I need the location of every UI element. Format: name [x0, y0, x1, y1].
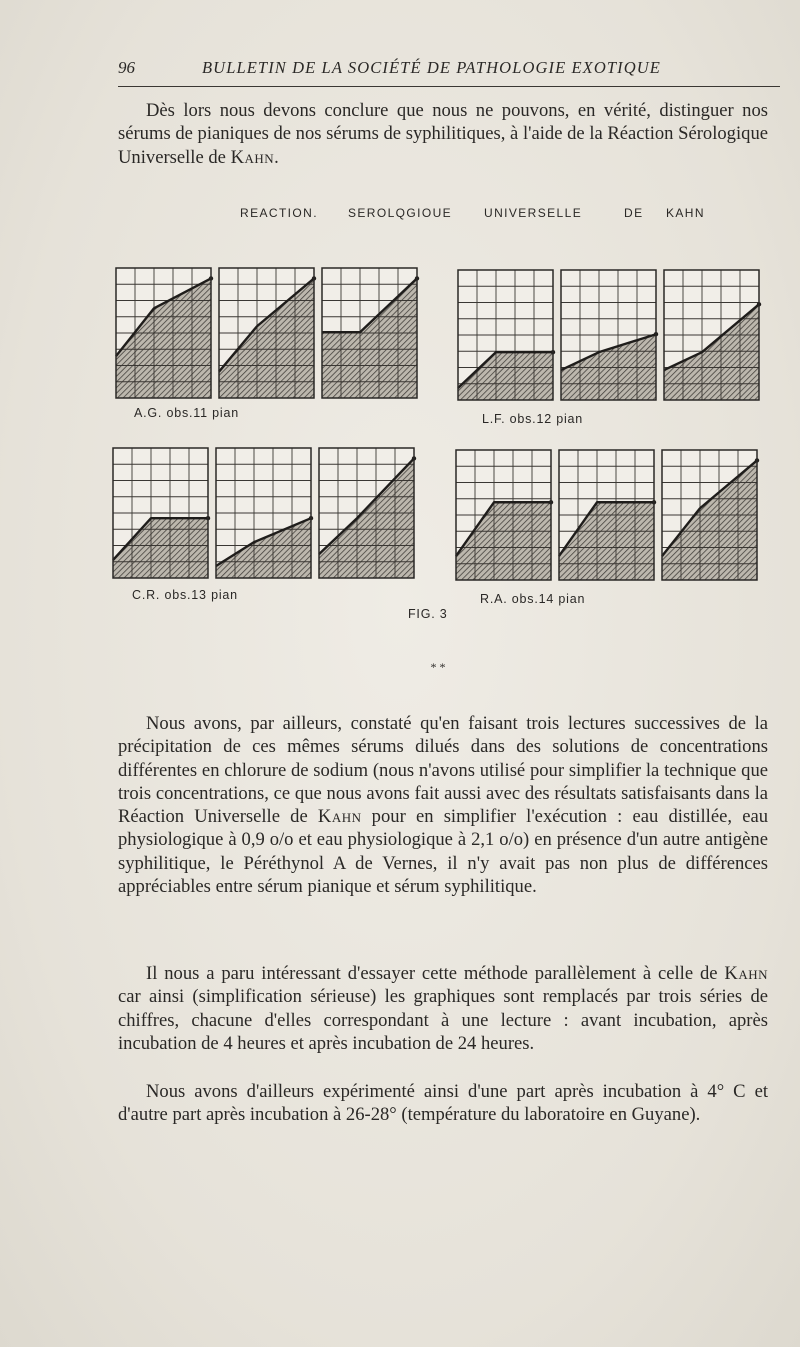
graph-box	[219, 268, 316, 398]
graph-box	[116, 268, 213, 398]
paragraph-method	[118, 962, 768, 1055]
graph-box	[319, 448, 416, 578]
running-title: BULLETIN DE LA SOCIÉTÉ DE PATHOLOGIE EXOTIQUE	[202, 58, 661, 77]
author-name: Kahn	[724, 963, 768, 984]
page-number: 96	[118, 58, 135, 77]
figure-title-word: SEROLQGIOUE	[348, 206, 453, 220]
graph-box	[113, 448, 210, 578]
figure-title-word: UNIVERSELLE	[484, 206, 583, 220]
author-name: Kahn	[317, 806, 362, 828]
paragraph-text: Dès lors nous devons conclure que nous ne pouvons, en vérité, distinguer nos sérums de pianiques de nos sérums de syphilitiques, à l'aide de la Réaction Sérologique Universelle de	[118, 100, 768, 168]
figure-title-word: REACTION.	[240, 206, 318, 220]
panel-label-ag: A.G. obs.11 pian	[134, 406, 239, 420]
graph-box	[559, 450, 656, 580]
graph-box	[662, 450, 759, 580]
paragraph-text: Il nous a paru intéressant d'essayer cette méthode parallèlement à celle de	[146, 963, 725, 984]
graph-box	[216, 448, 313, 578]
section-separator: * *	[430, 660, 446, 674]
panel-label-cr: C.R. obs.13 pian	[132, 588, 238, 602]
figure-title-word: KAHN	[666, 206, 705, 220]
paragraph-text-end: pour en simplifier l'exécution : eau distillée, eau physiologique à 0,9 o/o et eau physiologique à 2,1 o/o) en présence d'un autre antigène syphilitique, le Péréthynol A de Vernes, il n'y avait pas non plus de différences appréciables entre sérum pianique et sérum syphilitique.	[118, 806, 768, 898]
panel-label-ra: R.A. obs.14 pian	[480, 592, 586, 606]
graph-box	[322, 268, 419, 398]
paragraph-readings	[118, 712, 768, 898]
paragraph-text-end: car ainsi (simplification sérieuse) les graphiques sont remplacés par trois séries de chiffres, chacune d'elles correspondant à une lecture : avant incubation, après incubation de 4 heures et après incubation de 24 heures.	[118, 986, 768, 1054]
panel-label-lf: L.F. obs.12 pian	[482, 412, 584, 426]
graph-box	[664, 270, 761, 400]
author-name: Kahn	[230, 146, 275, 168]
graph-box	[561, 270, 658, 400]
graph-box	[458, 270, 555, 400]
paragraph-incubation: Nous avons d'ailleurs expérimenté ainsi d'une part après incubation à 4° C et d'autre part après incubation à 26-28° (température du laboratoire en Guyane).	[118, 1081, 768, 1126]
paragraph-text-end: .	[274, 146, 279, 168]
paragraph-text: Nous avons, par ailleurs, constaté qu'en faisant trois lectures successives de la précipitation de ces mêmes sérums dilués dans des solutions de concentrations différentes en chlorure de sodium (nous n'avons utilisé pour simplifier la technique que trois concentrations, ce que nous avons fait aussi avec des résultats satisfaisants dans la Réaction Universelle de	[118, 713, 768, 828]
graph-box	[456, 450, 553, 580]
figure-caption: FIG. 3	[408, 607, 448, 621]
figure-title-word: DE	[624, 206, 644, 220]
